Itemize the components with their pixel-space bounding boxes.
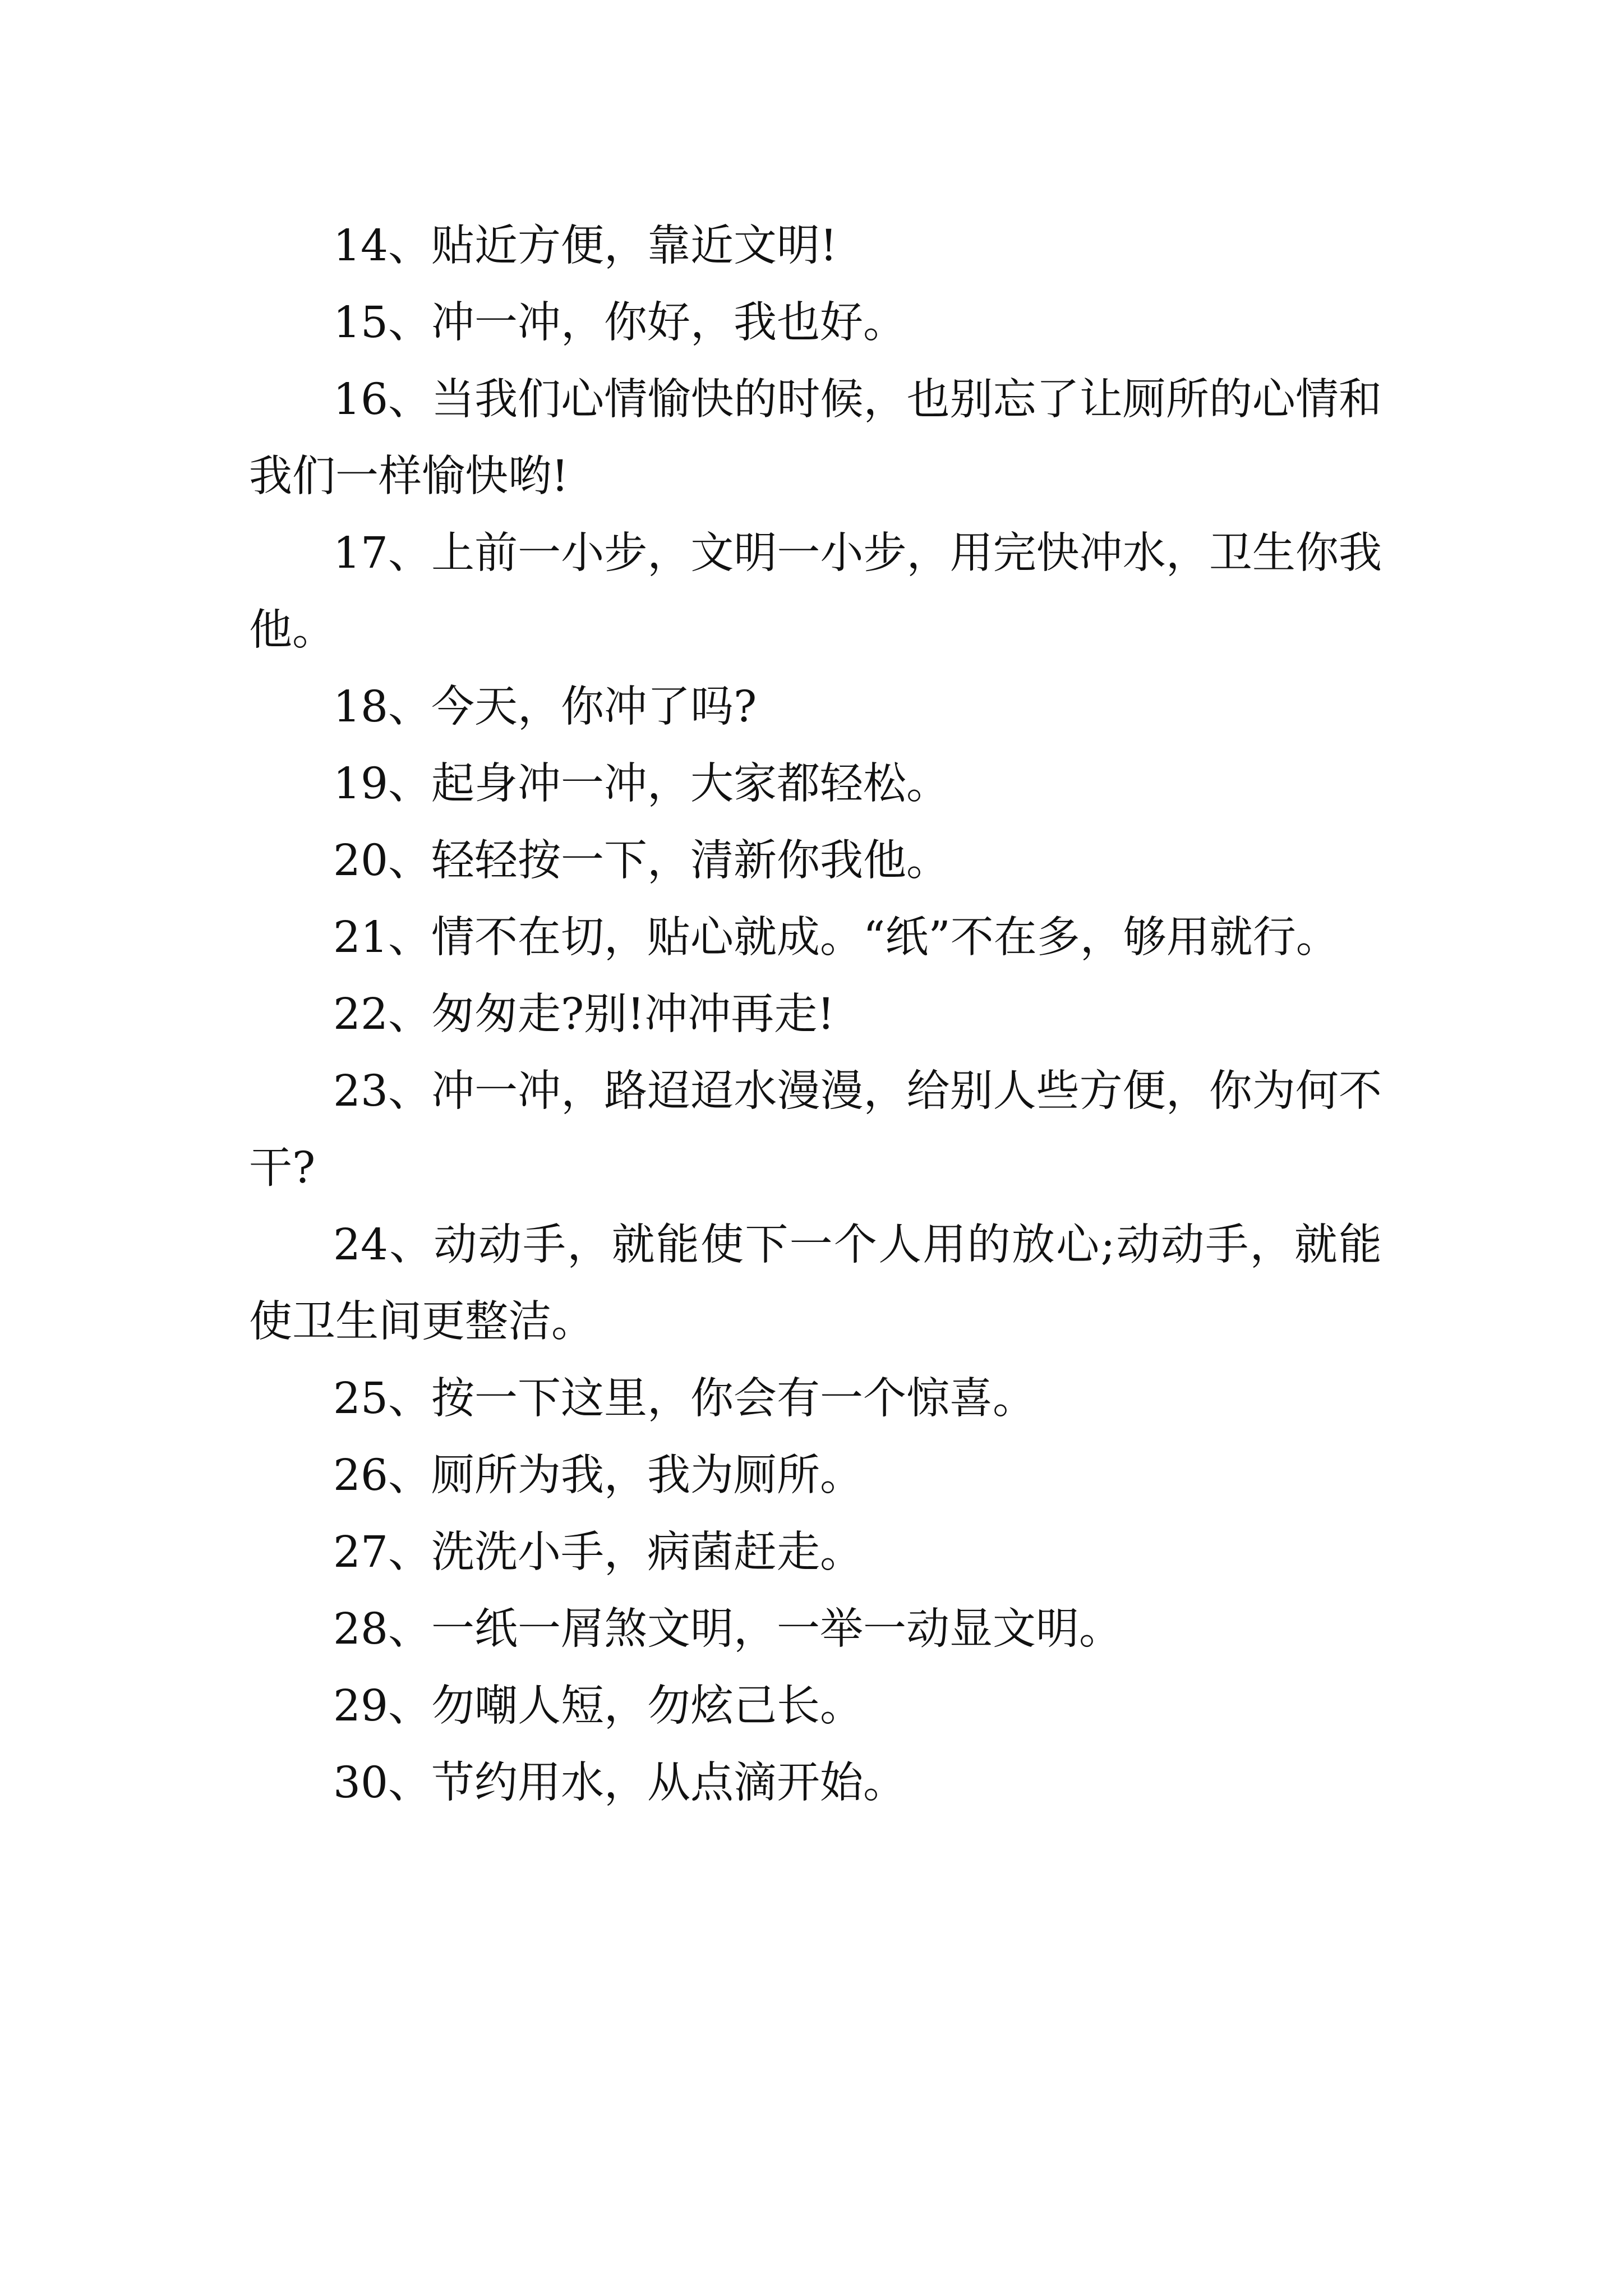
slogan-item: 19、起身冲一冲，大家都轻松。 (333, 759, 949, 809)
slogan-item: 24、动动手，就能使下一个人用的放心;动动手，就能使卫生间更整洁。 (249, 1220, 1382, 1347)
slogan-item: 15、冲一冲，你好，我也好。 (333, 298, 906, 348)
slogan-item: 26、厕所为我，我为厕所。 (333, 1451, 863, 1501)
slogan-item: 27、洗洗小手，病菌赶走。 (333, 1527, 863, 1577)
slogan-item: 16、当我们心情愉快的时候，也别忘了让厕所的心情和我们一样愉快哟! (249, 375, 1382, 501)
slogan-item: 20、轻轻按一下，清新你我他。 (333, 836, 949, 886)
slogan-item: 17、上前一小步，文明一小步，用完快冲水，卫生你我他。 (249, 528, 1382, 655)
slogan-item: 18、今天，你冲了吗? (333, 682, 757, 732)
slogan-item: 28、一纸一屑煞文明，一举一动显文明。 (333, 1604, 1122, 1654)
slogan-item: 22、匆匆走?别!冲冲再走! (333, 990, 835, 1039)
slogan-item: 30、节约用水，从点滴开始。 (333, 1758, 906, 1808)
slogan-item: 25、按一下这里，你会有一个惊喜。 (333, 1374, 1036, 1424)
slogan-item: 21、情不在切，贴心就成。“纸”不在多，够用就行。 (333, 913, 1339, 963)
slogan-list (249, 208, 1382, 1821)
slogan-item: 23、冲一冲，路迢迢水漫漫，给别人些方便，你为何不干? (249, 1066, 1382, 1193)
slogan-item: 14、贴近方便，靠近文明! (333, 221, 837, 271)
slogan-item: 29、勿嘲人短，勿炫己长。 (333, 1681, 863, 1731)
